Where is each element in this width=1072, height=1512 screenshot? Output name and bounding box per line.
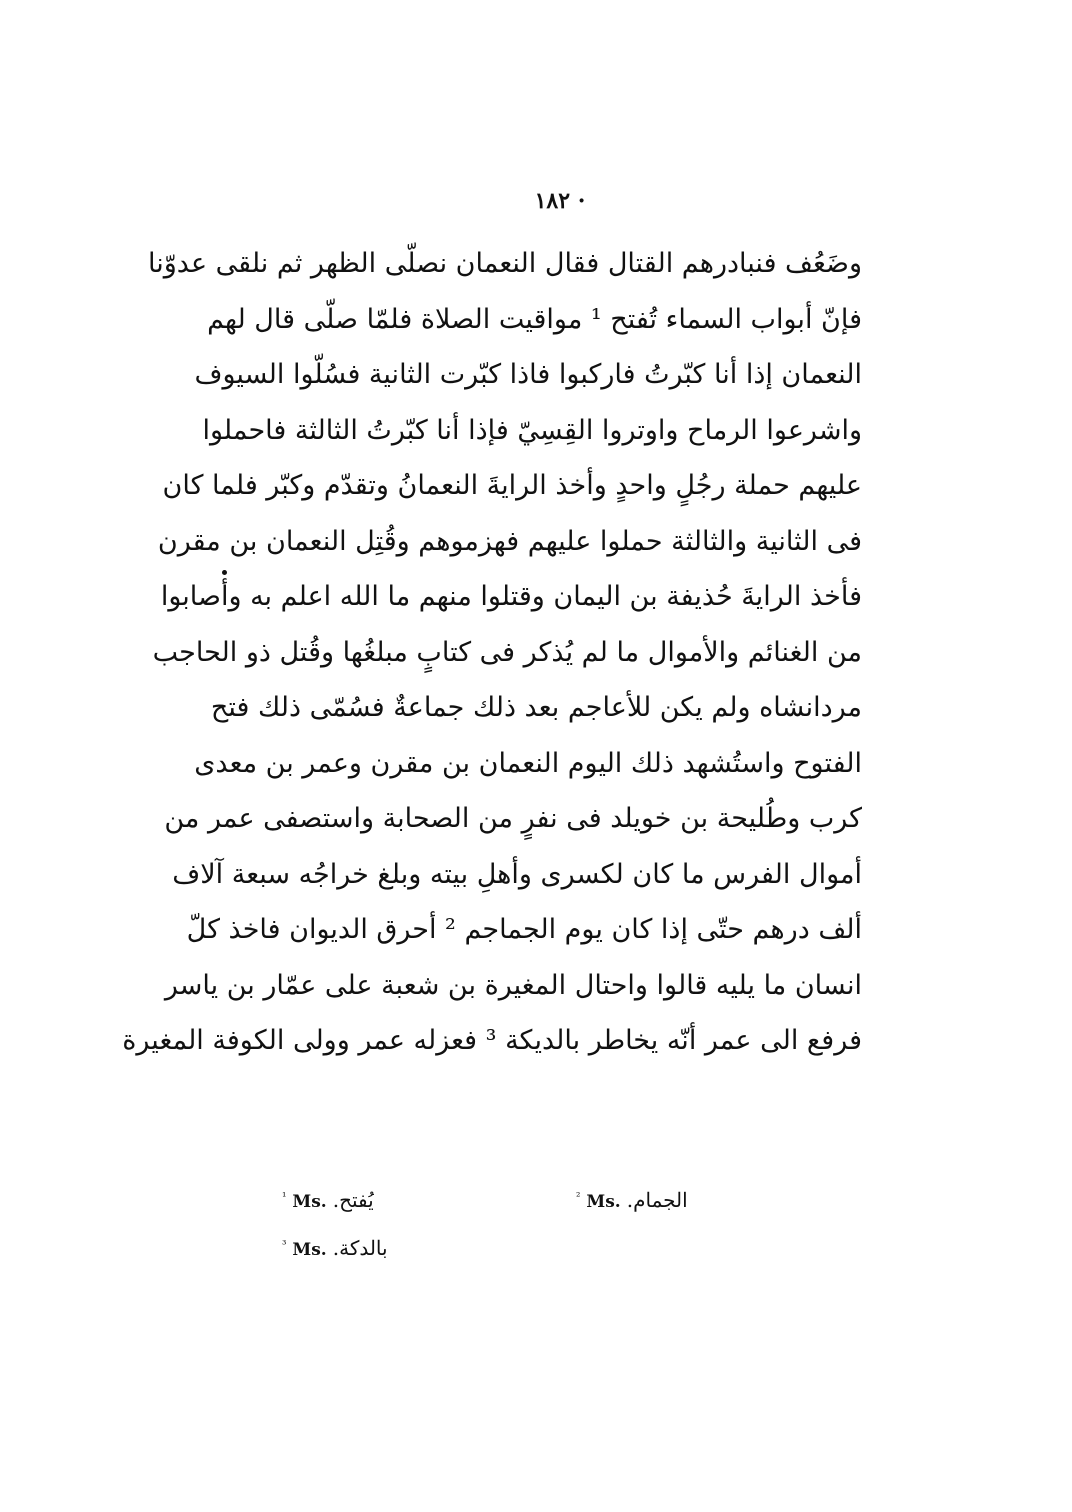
footnote-number: ¹ <box>282 1190 287 1204</box>
text-line: مردانشاه ولم يكن للأعاجم بعد ذلك جماعةٌ فسُمّى ذلك فتح <box>210 692 862 723</box>
text-line: فرفع الى عمر أنّه يخاطر بالديكة ³ فعزله عمر وولى الكوفة المغيرة <box>122 1025 862 1056</box>
text-line: فأخذ الرايةَ حُذيفة بن اليمان وقتلوا منهم ما الله اعلم به وأصابوا <box>160 581 862 612</box>
text-line: الفتوح واستُشهد ذلك اليوم النعمان بن مقرن وعمر بن معدى <box>194 747 862 779</box>
text-line: عليهم حملة رجُلٍ واحدٍ وأخذ الرايةَ النعمانُ وتقدّم وكبّر فلما كان <box>162 470 862 501</box>
text-line: فإنّ أبواب السماء تُفتح ¹ مواقيت الصلاة فلمّا صلّى قال لهم <box>207 303 862 335</box>
text-line: انسان ما يليه قالوا واحتال المغيرة بن شعبة على عمّار بن ياسر <box>164 969 862 1001</box>
margin-dot <box>222 570 227 575</box>
text-line: ألف درهم حتّى إذا كان يوم الجماجم ² أحرق الديوان فاخذ كلّ <box>186 914 862 945</box>
text-line: من الغنائم والأموال ما لم يُذكر فى كتابٍ مبلغُها وقُتل ذو الحاجب <box>152 636 862 668</box>
footnote-1 <box>282 1188 374 1212</box>
page-number: · ١٨٢ <box>534 188 586 214</box>
text-line: واشرعوا الرماح واوتروا القِسِيّ فإذا أنا كبّرتُ الثالثة فاحملوا <box>202 414 862 446</box>
footnote-label: Ms. <box>586 1192 621 1212</box>
footnote-text: يُفتح. <box>332 1188 374 1212</box>
footnote-text: الجمام. <box>626 1188 688 1212</box>
footnote-label: Ms. <box>292 1240 327 1260</box>
text-line: أموال الفرس ما كان لكسرى وأهلِ بيته وبلغ خراجُه سبعة آلاف <box>172 858 862 890</box>
footnote-3 <box>282 1236 388 1260</box>
text-line: فى الثانية والثالثة حملوا عليهم فهزموهم وقُتِل النعمان بن مقرن <box>157 525 862 557</box>
body-text <box>122 236 862 1069</box>
footnote-2 <box>576 1188 688 1212</box>
text-line: النعمان إذا أنا كبّرتُ فاركبوا فاذا كبّرت الثانية فسُلّوا السيوف <box>194 359 862 390</box>
text-line: كرب وطُليحة بن خويلد فى نفرٍ من الصحابة واستصفى عمر من <box>164 803 862 834</box>
footnote-text: بالدكة. <box>332 1236 388 1260</box>
footnote-number: ³ <box>282 1238 287 1252</box>
text-line: وضَعُف فنبادرهم القتال فقال النعمان نصلّى الظهر ثم نلقى عدوّنا <box>148 248 862 279</box>
footnote-label: Ms. <box>292 1192 327 1212</box>
footnote-number: ² <box>576 1190 581 1204</box>
